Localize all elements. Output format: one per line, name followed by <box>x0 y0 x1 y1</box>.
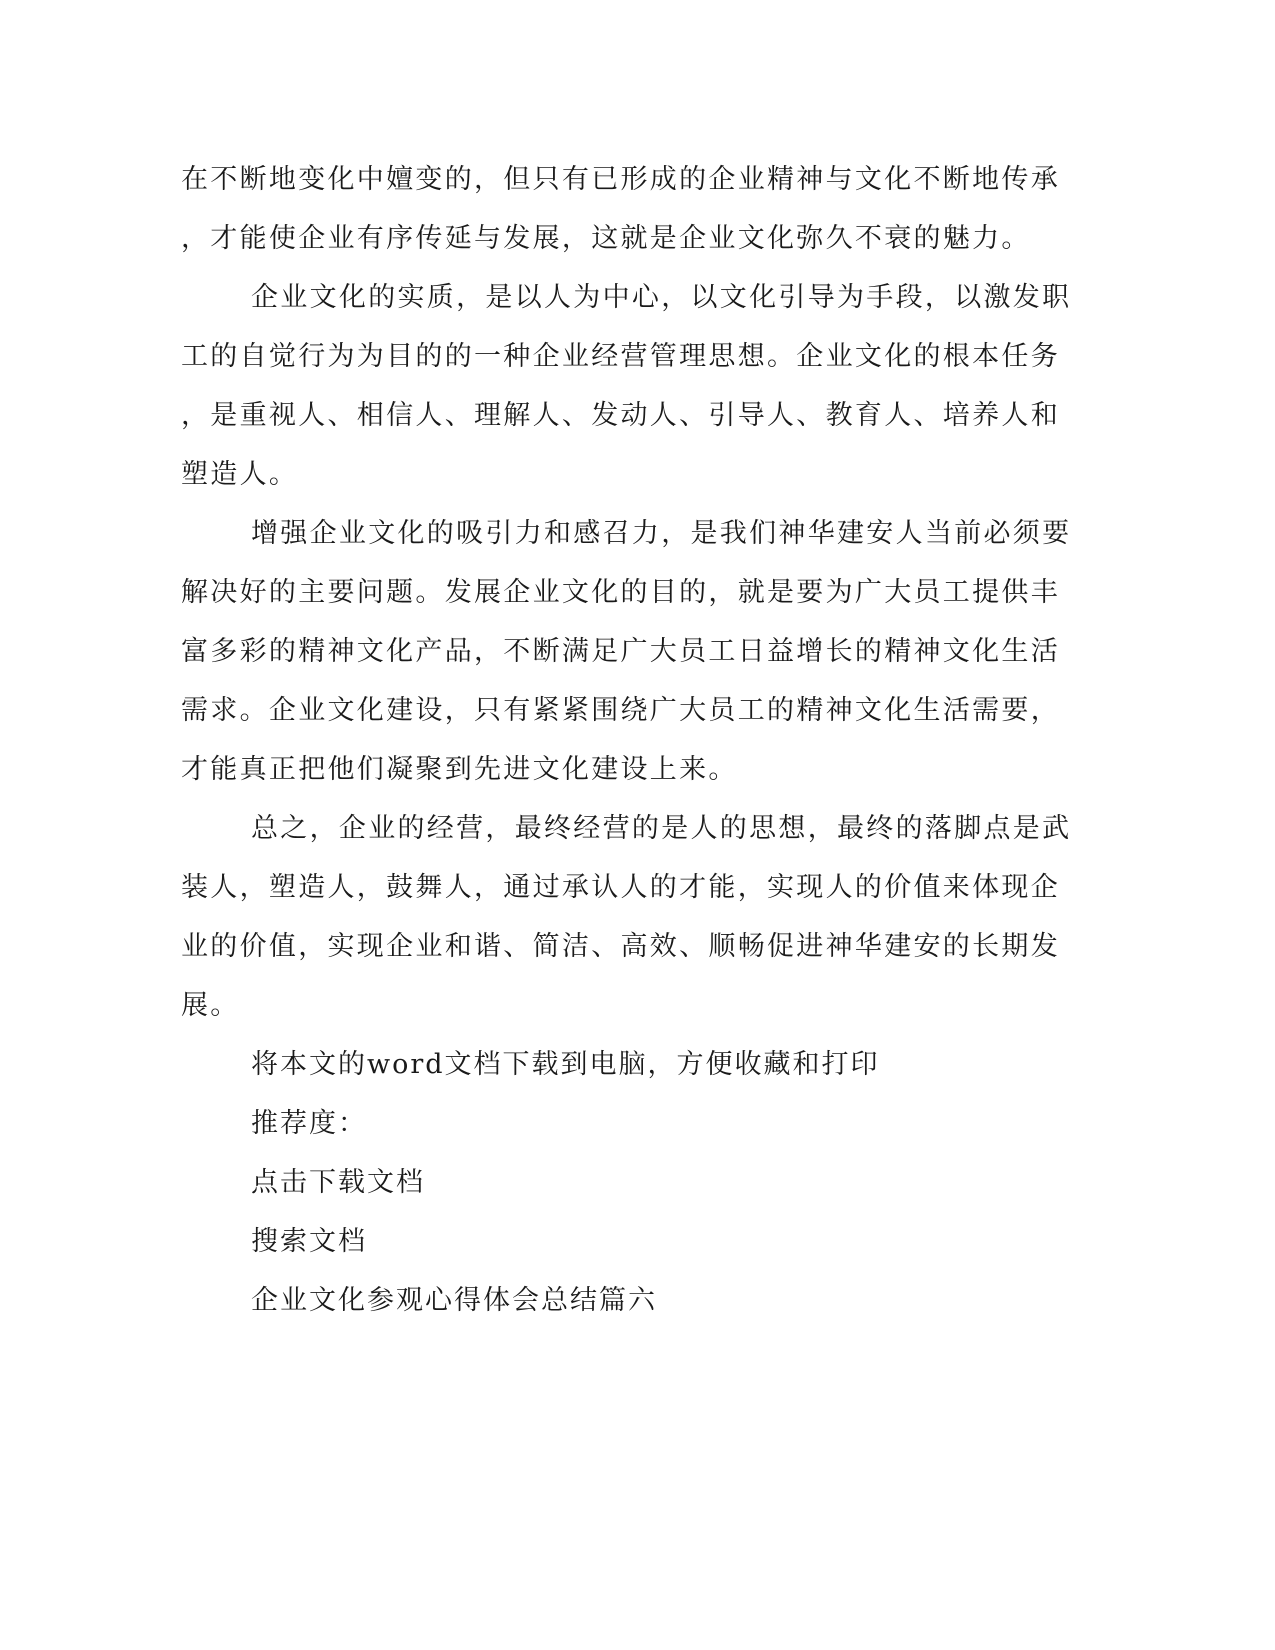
download-note: 将本文的word文档下载到电脑，方便收藏和打印 <box>251 1049 880 1080</box>
paragraph-3-line-5: 才能真正把他们凝聚到先进文化建设上来。 <box>181 754 738 785</box>
paragraph-3-line-3: 富多彩的精神文化产品，不断满足广大员工日益增长的精神文化生活 <box>181 636 1060 667</box>
download-document-link[interactable]: 点击下载文档 <box>251 1167 425 1198</box>
paragraph-2-line-3: ，是重视人、相信人、理解人、发动人、引导人、教育人、培养人和 <box>181 400 1060 431</box>
paragraph-1-line-2: ，才能使企业有序传延与发展，这就是企业文化弥久不衰的魅力。 <box>181 223 1031 254</box>
paragraph-2-line-2: 工的自觉行为为目的的一种企业经营管理思想。企业文化的根本任务 <box>181 341 1060 372</box>
next-article-title[interactable]: 企业文化参观心得体会总结篇六 <box>251 1285 657 1316</box>
paragraph-4-line-1: 总之，企业的经营，最终经营的是人的思想，最终的落脚点是武 <box>251 813 1072 844</box>
paragraph-4-line-4: 展。 <box>181 990 240 1021</box>
paragraph-4-line-3: 业的价值，实现企业和谐、简洁、高效、顺畅促进神华建安的长期发 <box>181 931 1060 962</box>
paragraph-3-line-2: 解决好的主要问题。发展企业文化的目的，就是要为广大员工提供丰 <box>181 577 1060 608</box>
paragraph-4-line-2: 装人，塑造人，鼓舞人，通过承认人的才能，实现人的价值来体现企 <box>181 872 1060 903</box>
paragraph-1-line-1: 在不断地变化中嬗变的，但只有已形成的企业精神与文化不断地传承 <box>181 164 1060 195</box>
search-document-link[interactable]: 搜索文档 <box>251 1226 367 1257</box>
paragraph-3-line-1: 增强企业文化的吸引力和感召力，是我们神华建安人当前必须要 <box>251 518 1072 549</box>
paragraph-2-line-4: 塑造人。 <box>181 459 299 490</box>
paragraph-3-line-4: 需求。企业文化建设，只有紧紧围绕广大员工的精神文化生活需要， <box>181 695 1060 726</box>
recommend-label: 推荐度： <box>251 1108 367 1139</box>
paragraph-2-line-1: 企业文化的实质，是以人为中心，以文化引导为手段，以激发职 <box>251 282 1072 313</box>
